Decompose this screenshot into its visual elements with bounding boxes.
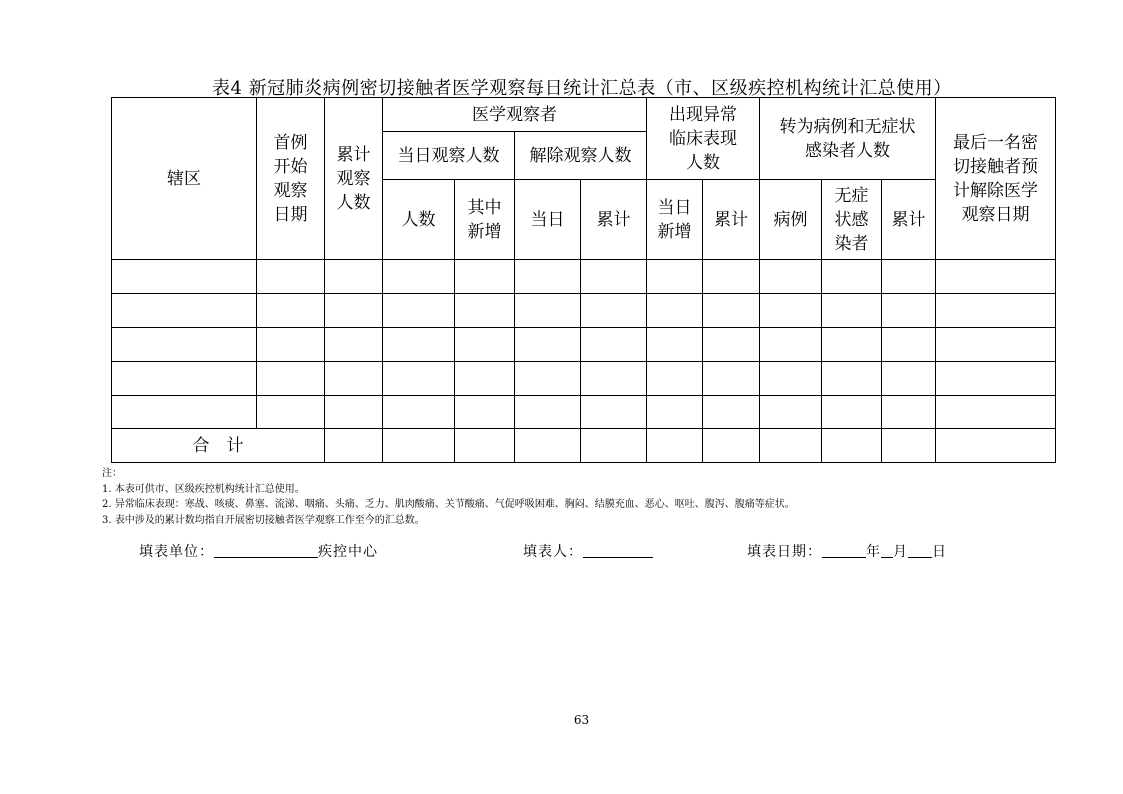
date-label: 填表日期： (747, 544, 822, 560)
unit-label: 填表单位： (139, 544, 214, 560)
month-label: 月 (893, 544, 908, 560)
header-district: 辖区 (112, 98, 257, 260)
note-1: 1. 本表可供市、区级疾控机构统计汇总使用。 (102, 483, 305, 495)
header-daily-observed: 当日观察人数 (383, 132, 515, 180)
total-label: 合 计 (112, 429, 325, 463)
header-cases: 病例 (760, 180, 822, 260)
header-people-count: 人数 (383, 180, 455, 260)
header-converted: 转为病例和无症状感染者人数 (760, 98, 936, 180)
table-row (112, 328, 1056, 362)
year-label: 年 (866, 544, 881, 560)
header-converted-cumulative: 累计 (882, 180, 936, 260)
header-abnormal-same-day-new: 当日新增 (647, 180, 703, 260)
header-released: 解除观察人数 (515, 132, 647, 180)
page-number: 63 (573, 713, 590, 727)
header-abnormal-cumulative: 累计 (703, 180, 760, 260)
header-last-release-date: 最后一名密切接触者预计解除医学观察日期 (936, 98, 1056, 260)
table-row (112, 362, 1056, 396)
header-cumulative-observed: 累计观察人数 (325, 98, 383, 260)
header-abnormal: 出现异常临床表现人数 (647, 98, 760, 180)
footer-unit (139, 541, 378, 561)
note-2: 2. 异常临床表现：寒战、咳痰、鼻塞、流涕、咽痛、头痛、乏力、肌肉酸痛、关节酸痛、气促呼吸困难、胸闷、结膜充血、恶心、呕吐、腹泻、腹痛等症状。 (102, 499, 795, 510)
footer-filler (523, 541, 653, 561)
filler-label: 填表人： (523, 544, 583, 560)
table-row (112, 260, 1056, 294)
header-medical-observers: 医学观察者 (383, 98, 647, 132)
unit-blank (214, 543, 318, 558)
table-title: 表4 新冠肺炎病例密切接触者医学观察每日统计汇总表（市、区级疾控机构统计汇总使用） (212, 78, 952, 99)
header-first-date: 首例开始观察日期 (257, 98, 325, 260)
header-asymptomatic: 无症状感染者 (822, 180, 882, 260)
day-blank (908, 543, 932, 558)
unit-suffix: 疾控中心 (318, 544, 378, 560)
filler-blank (583, 543, 653, 558)
note-3: 3. 表中涉及的累计数均指自开展密切接触者医学观察工作至今的汇总数。 (102, 514, 425, 526)
year-blank (822, 543, 866, 558)
notes (102, 466, 795, 528)
footer-date (747, 541, 947, 561)
summary-table (111, 97, 1056, 463)
table-row (112, 396, 1056, 429)
total-row (112, 429, 1056, 463)
header-released-cumulative: 累计 (581, 180, 647, 260)
month-blank (881, 543, 893, 558)
table-row (112, 294, 1056, 328)
header-of-which-new: 其中新增 (455, 180, 515, 260)
header-released-same-day: 当日 (515, 180, 581, 260)
day-label: 日 (932, 544, 947, 560)
note-heading: 注： (102, 468, 122, 479)
